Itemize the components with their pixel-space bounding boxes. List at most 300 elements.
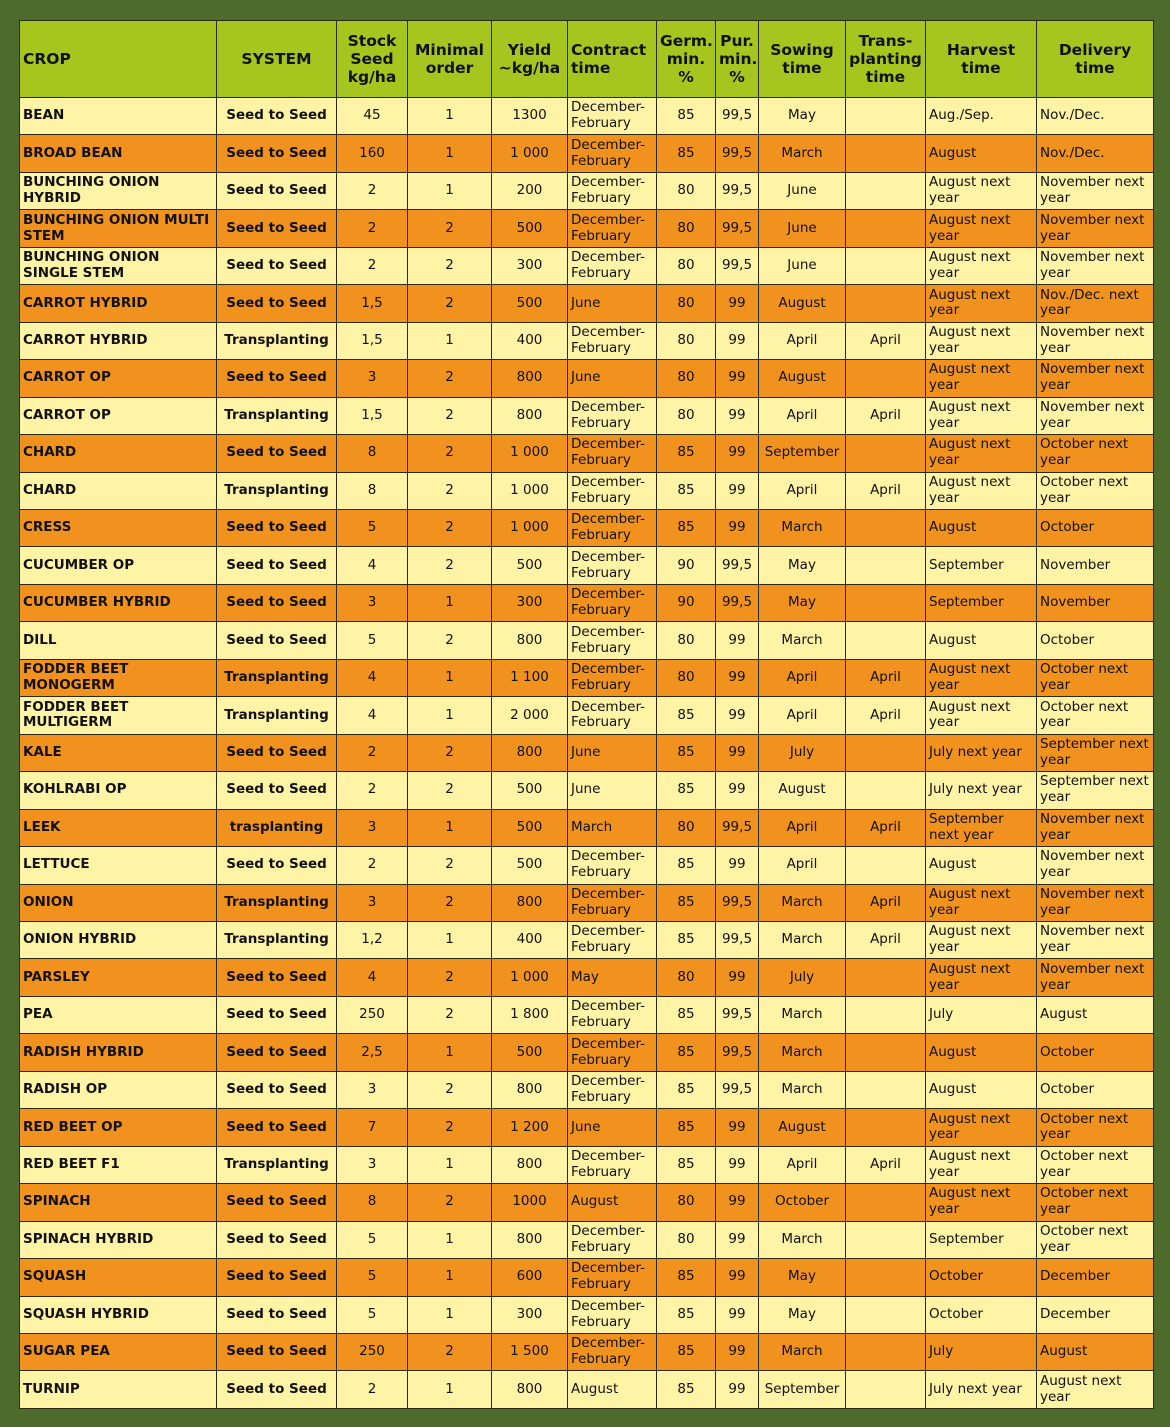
cell-germination: 80 <box>657 659 716 696</box>
cell-transplanting-time <box>846 135 926 172</box>
cell-sowing-time: April <box>759 472 846 509</box>
cell-purity: 99 <box>716 1109 759 1146</box>
header-harvest-time: Harvest time <box>926 21 1037 98</box>
cell-system: Seed to Seed <box>217 210 337 247</box>
cell-yield: 800 <box>492 622 568 659</box>
cell-sowing-time: April <box>759 809 846 846</box>
cell-stock-seed: 2 <box>337 1371 408 1409</box>
cell-yield: 800 <box>492 360 568 397</box>
cell-harvest-time: August next year <box>926 172 1037 209</box>
cell-minimal-order: 2 <box>408 1333 492 1370</box>
cell-minimal-order: 2 <box>408 1071 492 1108</box>
cell-harvest-time: August next year <box>926 659 1037 696</box>
cell-minimal-order: 2 <box>408 472 492 509</box>
cell-purity: 99 <box>716 1184 759 1221</box>
cell-transplanting-time <box>846 360 926 397</box>
cell-stock-seed: 160 <box>337 135 408 172</box>
table-row <box>20 996 1154 1033</box>
cell-sowing-time: April <box>759 847 846 884</box>
cell-harvest-time: August next year <box>926 247 1037 284</box>
cell-transplanting-time: April <box>846 809 926 846</box>
cell-contract-time: December-February <box>568 1296 657 1333</box>
cell-transplanting-time <box>846 1371 926 1409</box>
cell-transplanting-time <box>846 584 926 621</box>
cell-harvest-time: August <box>926 509 1037 546</box>
cell-germination: 85 <box>657 98 716 135</box>
cell-germination: 80 <box>657 809 716 846</box>
cell-system: Seed to Seed <box>217 172 337 209</box>
cell-sowing-time: August <box>759 1109 846 1146</box>
cell-system: Transplanting <box>217 397 337 434</box>
cell-delivery-time: August <box>1037 996 1154 1033</box>
cell-minimal-order: 2 <box>408 1184 492 1221</box>
table-body <box>20 98 1154 1409</box>
cell-sowing-time: August <box>759 285 846 322</box>
cell-delivery-time: September next year <box>1037 772 1154 809</box>
cell-delivery-time: December <box>1037 1296 1154 1333</box>
cell-stock-seed: 2 <box>337 247 408 284</box>
cell-yield: 500 <box>492 1034 568 1071</box>
cell-contract-time: December-February <box>568 1259 657 1296</box>
cell-germination: 85 <box>657 1034 716 1071</box>
header-system: SYSTEM <box>217 21 337 98</box>
cell-sowing-time: May <box>759 1296 846 1333</box>
cell-purity: 99 <box>716 1371 759 1409</box>
cell-minimal-order: 2 <box>408 959 492 996</box>
cell-sowing-time: August <box>759 772 846 809</box>
cell-harvest-time: August next year <box>926 285 1037 322</box>
cell-contract-time: December-February <box>568 322 657 359</box>
cell-harvest-time: September <box>926 547 1037 584</box>
cell-yield: 200 <box>492 172 568 209</box>
cell-germination: 90 <box>657 584 716 621</box>
cell-crop: CARROT HYBRID <box>20 322 217 359</box>
cell-contract-time: August <box>568 1184 657 1221</box>
cell-purity: 99 <box>716 847 759 884</box>
cell-yield: 1 000 <box>492 959 568 996</box>
cell-transplanting-time <box>846 996 926 1033</box>
seed-production-table <box>19 20 1154 1409</box>
cell-crop: FODDER BEET MULTIGERM <box>20 697 217 734</box>
cell-system: Seed to Seed <box>217 1296 337 1333</box>
cell-transplanting-time <box>846 772 926 809</box>
cell-crop: BUNCHING ONION MULTI STEM <box>20 210 217 247</box>
cell-purity: 99 <box>716 285 759 322</box>
header-purity: Pur. min. % <box>716 21 759 98</box>
cell-sowing-time: May <box>759 98 846 135</box>
cell-delivery-time: October next year <box>1037 1221 1154 1258</box>
cell-germination: 85 <box>657 1333 716 1370</box>
cell-delivery-time: October <box>1037 509 1154 546</box>
cell-transplanting-time <box>846 734 926 771</box>
cell-system: Transplanting <box>217 697 337 734</box>
cell-system: Transplanting <box>217 884 337 921</box>
cell-crop: SQUASH HYBRID <box>20 1296 217 1333</box>
cell-harvest-time: September <box>926 584 1037 621</box>
cell-germination: 80 <box>657 360 716 397</box>
cell-minimal-order: 2 <box>408 247 492 284</box>
cell-sowing-time: March <box>759 509 846 546</box>
cell-yield: 800 <box>492 884 568 921</box>
cell-minimal-order: 2 <box>408 884 492 921</box>
cell-stock-seed: 7 <box>337 1109 408 1146</box>
cell-minimal-order: 1 <box>408 1371 492 1409</box>
cell-contract-time: December-February <box>568 509 657 546</box>
cell-stock-seed: 250 <box>337 1333 408 1370</box>
cell-delivery-time: Nov./Dec. <box>1037 135 1154 172</box>
cell-yield: 800 <box>492 1221 568 1258</box>
table-row <box>20 921 1154 958</box>
cell-purity: 99,5 <box>716 1034 759 1071</box>
cell-crop: CUCUMBER HYBRID <box>20 584 217 621</box>
cell-system: Seed to Seed <box>217 1034 337 1071</box>
cell-germination: 85 <box>657 697 716 734</box>
cell-delivery-time: October <box>1037 622 1154 659</box>
cell-system: Seed to Seed <box>217 1333 337 1370</box>
cell-contract-time: December-February <box>568 172 657 209</box>
cell-germination: 80 <box>657 397 716 434</box>
cell-sowing-time: June <box>759 210 846 247</box>
cell-contract-time: August <box>568 1371 657 1409</box>
cell-sowing-time: March <box>759 135 846 172</box>
cell-sowing-time: May <box>759 1259 846 1296</box>
cell-purity: 99,5 <box>716 210 759 247</box>
table-row <box>20 1184 1154 1221</box>
cell-germination: 85 <box>657 1146 716 1183</box>
table-row <box>20 1333 1154 1370</box>
cell-delivery-time: August next year <box>1037 1371 1154 1409</box>
header-crop: CROP <box>20 21 217 98</box>
cell-harvest-time: August next year <box>926 921 1037 958</box>
cell-contract-time: December-February <box>568 472 657 509</box>
cell-transplanting-time: April <box>846 884 926 921</box>
cell-stock-seed: 8 <box>337 472 408 509</box>
cell-contract-time: December-February <box>568 1146 657 1183</box>
cell-stock-seed: 5 <box>337 1296 408 1333</box>
cell-harvest-time: August next year <box>926 210 1037 247</box>
cell-sowing-time: June <box>759 247 846 284</box>
cell-crop: RED BEET F1 <box>20 1146 217 1183</box>
cell-harvest-time: July next year <box>926 772 1037 809</box>
table-row <box>20 435 1154 472</box>
cell-germination: 85 <box>657 847 716 884</box>
cell-stock-seed: 8 <box>337 1184 408 1221</box>
cell-crop: CUCUMBER OP <box>20 547 217 584</box>
cell-delivery-time: November next year <box>1037 959 1154 996</box>
cell-sowing-time: October <box>759 1184 846 1221</box>
cell-yield: 500 <box>492 772 568 809</box>
cell-delivery-time: November next year <box>1037 247 1154 284</box>
cell-sowing-time: March <box>759 1333 846 1370</box>
cell-yield: 1 000 <box>492 135 568 172</box>
cell-stock-seed: 8 <box>337 435 408 472</box>
cell-germination: 85 <box>657 435 716 472</box>
cell-system: Seed to Seed <box>217 1109 337 1146</box>
cell-purity: 99 <box>716 397 759 434</box>
cell-system: Seed to Seed <box>217 1259 337 1296</box>
table-row <box>20 1259 1154 1296</box>
cell-stock-seed: 1,5 <box>337 397 408 434</box>
cell-crop: CARROT OP <box>20 397 217 434</box>
table-row <box>20 1371 1154 1409</box>
cell-system: Seed to Seed <box>217 847 337 884</box>
cell-transplanting-time: April <box>846 397 926 434</box>
cell-delivery-time: October next year <box>1037 1109 1154 1146</box>
cell-system: Seed to Seed <box>217 360 337 397</box>
cell-system: trasplanting <box>217 809 337 846</box>
cell-purity: 99,5 <box>716 172 759 209</box>
cell-purity: 99 <box>716 622 759 659</box>
cell-crop: SPINACH HYBRID <box>20 1221 217 1258</box>
cell-harvest-time: August next year <box>926 322 1037 359</box>
cell-purity: 99 <box>716 697 759 734</box>
cell-crop: CHARD <box>20 435 217 472</box>
cell-minimal-order: 1 <box>408 584 492 621</box>
cell-stock-seed: 3 <box>337 884 408 921</box>
cell-purity: 99 <box>716 772 759 809</box>
cell-germination: 80 <box>657 210 716 247</box>
cell-yield: 300 <box>492 584 568 621</box>
cell-contract-time: December-February <box>568 98 657 135</box>
header-yield: Yield ~kg/ha <box>492 21 568 98</box>
cell-delivery-time: December <box>1037 1259 1154 1296</box>
cell-purity: 99 <box>716 322 759 359</box>
cell-crop: ONION HYBRID <box>20 921 217 958</box>
cell-sowing-time: September <box>759 1371 846 1409</box>
table-row <box>20 1071 1154 1108</box>
cell-crop: TURNIP <box>20 1371 217 1409</box>
cell-crop: ONION <box>20 884 217 921</box>
cell-yield: 500 <box>492 547 568 584</box>
cell-germination: 80 <box>657 285 716 322</box>
cell-sowing-time: May <box>759 584 846 621</box>
cell-sowing-time: March <box>759 884 846 921</box>
cell-stock-seed: 45 <box>337 98 408 135</box>
cell-harvest-time: August <box>926 622 1037 659</box>
cell-purity: 99,5 <box>716 809 759 846</box>
cell-harvest-time: August next year <box>926 884 1037 921</box>
cell-contract-time: December-February <box>568 996 657 1033</box>
table-row <box>20 584 1154 621</box>
cell-purity: 99 <box>716 959 759 996</box>
cell-delivery-time: October next year <box>1037 697 1154 734</box>
cell-transplanting-time <box>846 547 926 584</box>
cell-transplanting-time <box>846 622 926 659</box>
header-delivery-time: Delivery time <box>1037 21 1154 98</box>
table-row <box>20 247 1154 284</box>
cell-purity: 99 <box>716 1333 759 1370</box>
cell-yield: 800 <box>492 397 568 434</box>
cell-germination: 85 <box>657 1259 716 1296</box>
cell-delivery-time: October next year <box>1037 1184 1154 1221</box>
cell-transplanting-time <box>846 1296 926 1333</box>
cell-yield: 500 <box>492 285 568 322</box>
cell-stock-seed: 2 <box>337 847 408 884</box>
cell-crop: DILL <box>20 622 217 659</box>
cell-crop: PEA <box>20 996 217 1033</box>
cell-delivery-time: November next year <box>1037 210 1154 247</box>
cell-transplanting-time <box>846 1221 926 1258</box>
cell-delivery-time: October next year <box>1037 472 1154 509</box>
cell-crop: LEEK <box>20 809 217 846</box>
header-minimal-order: Minimal order <box>408 21 492 98</box>
cell-transplanting-time <box>846 98 926 135</box>
cell-stock-seed: 1,5 <box>337 285 408 322</box>
cell-stock-seed: 2 <box>337 210 408 247</box>
cell-purity: 99 <box>716 1259 759 1296</box>
cell-germination: 85 <box>657 772 716 809</box>
cell-sowing-time: March <box>759 921 846 958</box>
table-row <box>20 622 1154 659</box>
cell-minimal-order: 1 <box>408 1296 492 1333</box>
cell-system: Seed to Seed <box>217 1371 337 1409</box>
cell-crop: RADISH OP <box>20 1071 217 1108</box>
cell-minimal-order: 2 <box>408 397 492 434</box>
cell-germination: 85 <box>657 884 716 921</box>
cell-minimal-order: 2 <box>408 847 492 884</box>
cell-crop: CRESS <box>20 509 217 546</box>
cell-transplanting-time <box>846 172 926 209</box>
cell-sowing-time: July <box>759 734 846 771</box>
cell-delivery-time: November next year <box>1037 884 1154 921</box>
cell-stock-seed: 5 <box>337 622 408 659</box>
table-row <box>20 547 1154 584</box>
cell-yield: 300 <box>492 1296 568 1333</box>
cell-contract-time: December-February <box>568 435 657 472</box>
cell-transplanting-time: April <box>846 697 926 734</box>
cell-delivery-time: Nov./Dec. next year <box>1037 285 1154 322</box>
cell-yield: 2 000 <box>492 697 568 734</box>
table-row <box>20 322 1154 359</box>
header-transplanting-time: Trans-planting time <box>846 21 926 98</box>
cell-minimal-order: 2 <box>408 996 492 1033</box>
cell-yield: 400 <box>492 322 568 359</box>
cell-germination: 85 <box>657 996 716 1033</box>
cell-germination: 80 <box>657 622 716 659</box>
cell-system: Transplanting <box>217 921 337 958</box>
cell-purity: 99 <box>716 659 759 696</box>
cell-transplanting-time: April <box>846 659 926 696</box>
cell-stock-seed: 3 <box>337 1146 408 1183</box>
cell-sowing-time: March <box>759 1071 846 1108</box>
cell-minimal-order: 2 <box>408 360 492 397</box>
cell-stock-seed: 4 <box>337 697 408 734</box>
cell-harvest-time: August next year <box>926 1184 1037 1221</box>
cell-system: Transplanting <box>217 472 337 509</box>
cell-harvest-time: July <box>926 1333 1037 1370</box>
cell-minimal-order: 2 <box>408 622 492 659</box>
table-row <box>20 1221 1154 1258</box>
cell-purity: 99 <box>716 472 759 509</box>
cell-contract-time: May <box>568 959 657 996</box>
table-row <box>20 659 1154 696</box>
cell-harvest-time: July next year <box>926 734 1037 771</box>
cell-yield: 500 <box>492 809 568 846</box>
cell-yield: 1 000 <box>492 435 568 472</box>
table-row <box>20 135 1154 172</box>
table-row <box>20 697 1154 734</box>
cell-germination: 85 <box>657 1296 716 1333</box>
table-row <box>20 509 1154 546</box>
cell-contract-time: December-February <box>568 1071 657 1108</box>
cell-contract-time: December-February <box>568 622 657 659</box>
cell-crop: KALE <box>20 734 217 771</box>
cell-system: Transplanting <box>217 322 337 359</box>
cell-germination: 85 <box>657 734 716 771</box>
cell-delivery-time: November <box>1037 584 1154 621</box>
cell-delivery-time: October <box>1037 1034 1154 1071</box>
cell-purity: 99,5 <box>716 884 759 921</box>
cell-contract-time: December-February <box>568 1333 657 1370</box>
cell-minimal-order: 1 <box>408 1259 492 1296</box>
cell-stock-seed: 3 <box>337 360 408 397</box>
cell-system: Seed to Seed <box>217 959 337 996</box>
cell-yield: 800 <box>492 1071 568 1108</box>
header-sowing-time: Sowing time <box>759 21 846 98</box>
cell-germination: 80 <box>657 1184 716 1221</box>
cell-contract-time: December-February <box>568 921 657 958</box>
cell-minimal-order: 1 <box>408 1221 492 1258</box>
table-row <box>20 172 1154 209</box>
cell-transplanting-time <box>846 210 926 247</box>
cell-harvest-time: October <box>926 1259 1037 1296</box>
table-row <box>20 1034 1154 1071</box>
cell-yield: 500 <box>492 847 568 884</box>
cell-minimal-order: 2 <box>408 210 492 247</box>
cell-sowing-time: April <box>759 659 846 696</box>
cell-germination: 85 <box>657 472 716 509</box>
cell-system: Seed to Seed <box>217 1221 337 1258</box>
cell-system: Seed to Seed <box>217 734 337 771</box>
cell-contract-time: June <box>568 1109 657 1146</box>
cell-harvest-time: August <box>926 1034 1037 1071</box>
cell-system: Seed to Seed <box>217 996 337 1033</box>
cell-delivery-time: November next year <box>1037 809 1154 846</box>
cell-crop: BEAN <box>20 98 217 135</box>
cell-sowing-time: July <box>759 959 846 996</box>
cell-transplanting-time <box>846 1259 926 1296</box>
cell-stock-seed: 250 <box>337 996 408 1033</box>
cell-germination: 80 <box>657 322 716 359</box>
cell-stock-seed: 3 <box>337 584 408 621</box>
cell-delivery-time: September next year <box>1037 734 1154 771</box>
cell-transplanting-time <box>846 247 926 284</box>
cell-stock-seed: 3 <box>337 809 408 846</box>
cell-germination: 90 <box>657 547 716 584</box>
cell-delivery-time: November next year <box>1037 172 1154 209</box>
table-row <box>20 98 1154 135</box>
cell-delivery-time: November next year <box>1037 397 1154 434</box>
cell-contract-time: December-February <box>568 884 657 921</box>
cell-transplanting-time <box>846 1333 926 1370</box>
cell-purity: 99,5 <box>716 135 759 172</box>
cell-delivery-time: October next year <box>1037 1146 1154 1183</box>
cell-system: Seed to Seed <box>217 622 337 659</box>
cell-contract-time: December-February <box>568 397 657 434</box>
cell-stock-seed: 2 <box>337 734 408 771</box>
table-row <box>20 1146 1154 1183</box>
cell-crop: BUNCHING ONION HYBRID <box>20 172 217 209</box>
cell-minimal-order: 2 <box>408 1109 492 1146</box>
cell-harvest-time: August next year <box>926 360 1037 397</box>
cell-yield: 500 <box>492 210 568 247</box>
cell-germination: 80 <box>657 1221 716 1258</box>
cell-system: Seed to Seed <box>217 772 337 809</box>
cell-germination: 80 <box>657 959 716 996</box>
cell-minimal-order: 2 <box>408 547 492 584</box>
cell-purity: 99,5 <box>716 1071 759 1108</box>
cell-system: Transplanting <box>217 1146 337 1183</box>
